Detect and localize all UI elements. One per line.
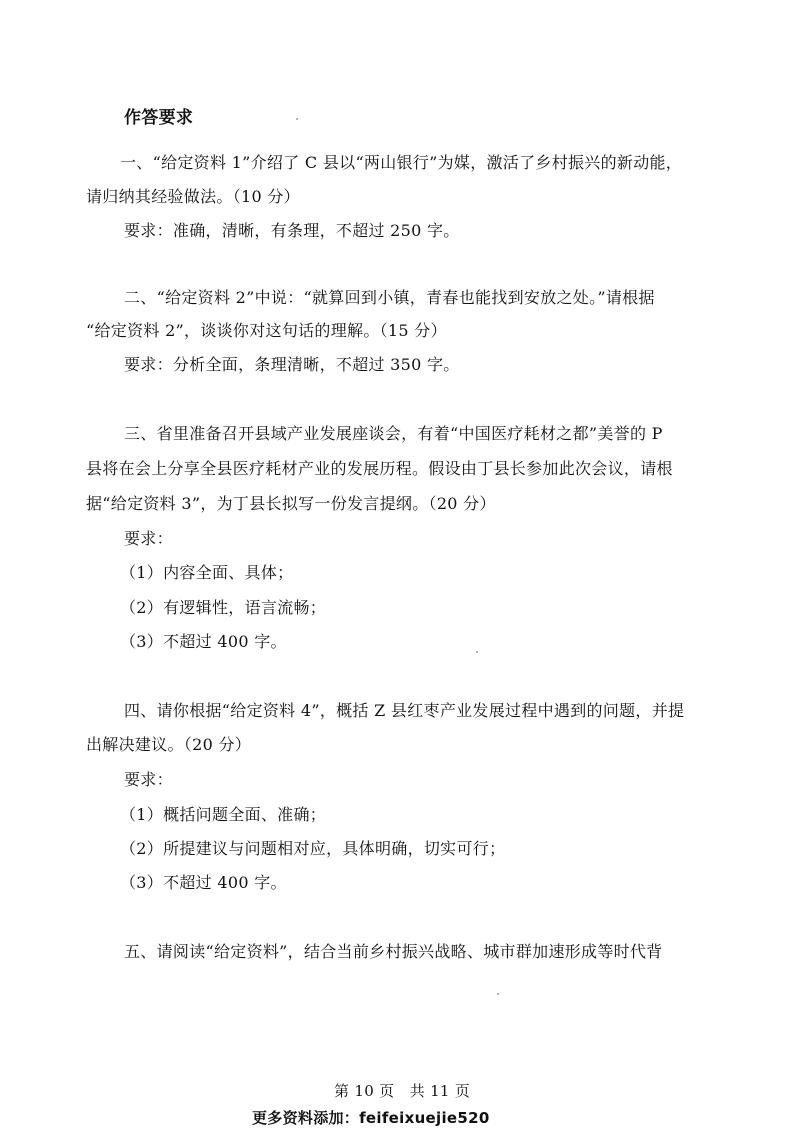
- footer-contact: [252, 1108, 490, 1128]
- footer-contact-label: 更多资料添加：: [252, 1109, 360, 1127]
- page-number: 第 10 页 共 11 页: [334, 1082, 471, 1100]
- question-2-requirement: 要求：分析全面，条理清晰，不超过 350 字。: [124, 355, 460, 374]
- scan-speck: [497, 993, 499, 995]
- question-4-line-1: 四、请你根据“给定资料 4”，概括 Z 县红枣产业发展过程中遇到的问题，并提: [124, 701, 685, 720]
- scan-speck: [296, 118, 298, 120]
- question-1-requirement: 要求：准确，清晰，有条理，不超过 250 字。: [124, 221, 460, 240]
- question-4-requirement-2: （2）所提建议与问题相对应，具体明确，切实可行；: [120, 839, 506, 858]
- question-3-line-2: 县将在会上分享全县医疗耗材产业的发展历程。假设由丁县长参加此次会议，请根: [86, 459, 673, 478]
- question-4-requirement-1: （1）概括问题全面、准确；: [120, 805, 327, 824]
- question-2-line-2: “给定资料 2”，谈谈你对这句话的理解。（15 分）: [86, 321, 447, 340]
- question-4-requirement-3: （3）不超过 400 字。: [120, 873, 287, 892]
- section-heading: 作答要求: [124, 108, 194, 128]
- question-3-requirement-1: （1）内容全面、具体；: [120, 563, 294, 582]
- scan-speck: [476, 651, 478, 653]
- question-2-line-1: 二、“给定资料 2”中说：“就算回到小镇，青春也能找到安放之处。”请根据: [124, 288, 655, 307]
- question-3-line-3: 据“给定资料 3”，为丁县长拟写一份发言提纲。（20 分）: [86, 494, 496, 513]
- question-5-line-1: 五、请阅读“给定资料”，结合当前乡村振兴战略、城市群加速形成等时代背: [124, 942, 663, 961]
- footer-contact-id: feifeixuejie520: [359, 1109, 490, 1127]
- question-4-line-2: 出解决建议。（20 分）: [86, 735, 252, 754]
- question-3-line-1: 三、省里准备召开县域产业发展座谈会，有着“中国医疗耗材之都”美誉的 P: [124, 424, 663, 443]
- question-1-line-1: 一、“给定资料 1”介绍了 C 县以“两山银行”为媒，激活了乡村振兴的新动能，: [120, 153, 683, 172]
- question-3-requirement-2: （2）有逻辑性，语言流畅；: [120, 598, 327, 617]
- question-4-requirement-heading: 要求：: [124, 770, 173, 789]
- question-3-requirement-heading: 要求：: [124, 529, 173, 548]
- question-1-line-2: 请归纳其经验做法。（10 分）: [86, 187, 300, 206]
- question-3-requirement-3: （3）不超过 400 字。: [120, 632, 287, 651]
